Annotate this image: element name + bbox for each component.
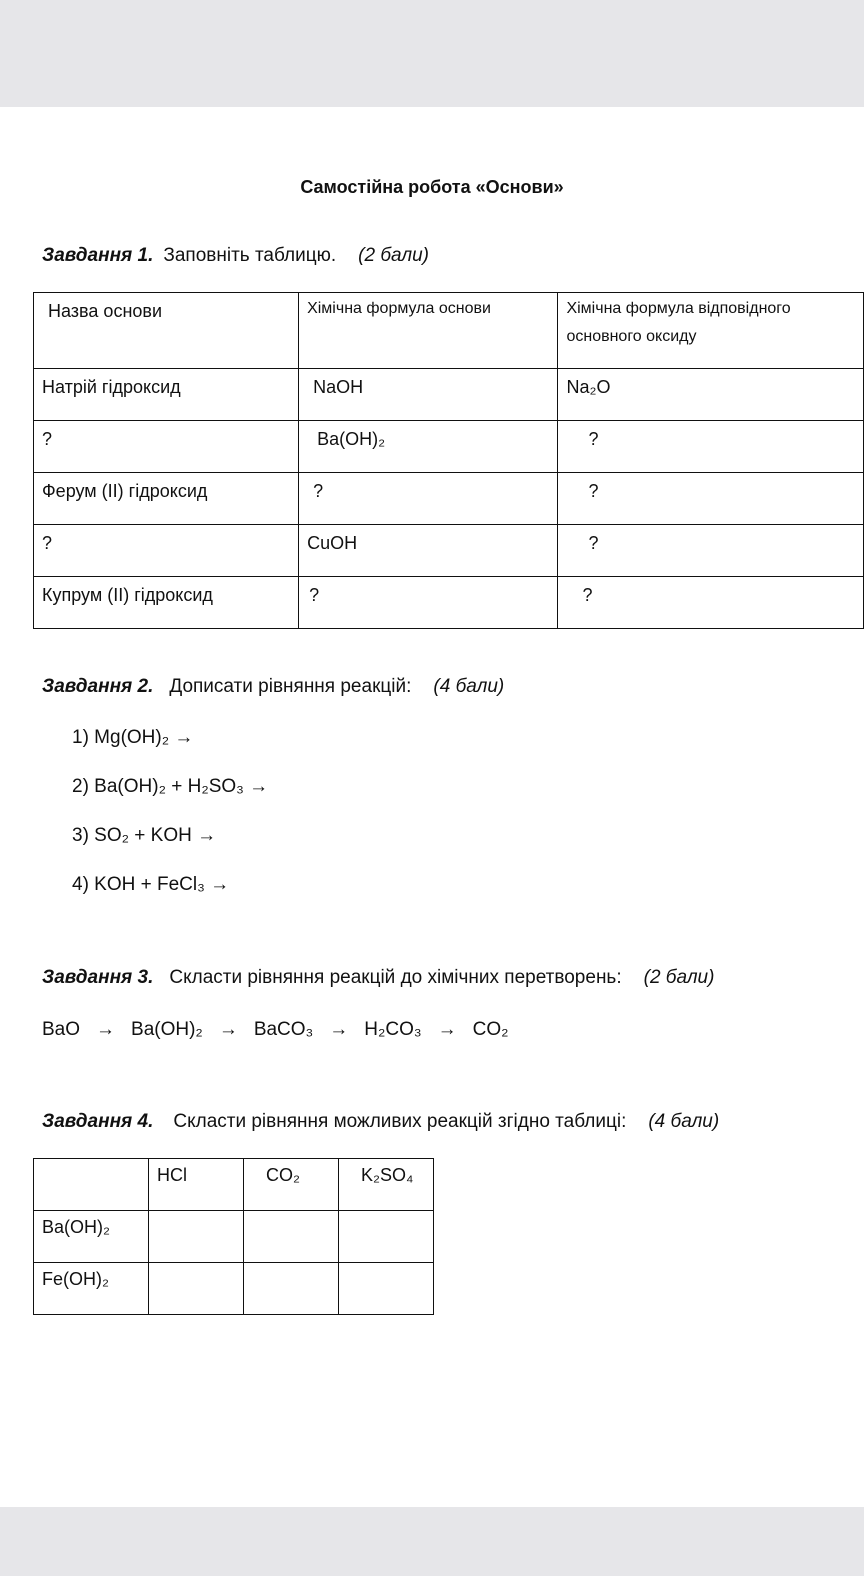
page-title: Самостійна робота «Основи» <box>300 177 564 197</box>
chain-compound: BaO <box>42 1019 81 1040</box>
table-row <box>34 473 864 525</box>
task1-points: (2 бали) <box>358 245 429 266</box>
row-header-cell: Fe(OH)₂ <box>34 1263 149 1315</box>
table-row <box>34 525 864 577</box>
arrow-icon: → <box>218 1019 238 1040</box>
table-cell: ? <box>558 421 864 473</box>
table-cell: ? <box>34 525 299 577</box>
table-row <box>34 421 864 473</box>
table-cell: ? <box>558 525 864 577</box>
task4-text: Скласти рівняння можливих реакцій згідно таблиці: <box>173 1111 627 1132</box>
task3-number: Завдання 3. <box>42 967 154 988</box>
task1-table <box>33 292 864 629</box>
table-row <box>34 1211 434 1263</box>
task3-heading <box>42 967 714 989</box>
equation-item: 2) Ba(OH)₂ + H₂SO₃ → <box>72 776 269 797</box>
table-cell: Натрій гідроксид <box>34 369 299 421</box>
header-cell <box>34 1159 149 1211</box>
header-cell: Хімічна формула відповідного основного оксиду <box>558 293 864 369</box>
table-cell: ? <box>299 577 558 629</box>
task2-number: Завдання 2. <box>42 676 154 697</box>
arrow-icon: → <box>96 1019 116 1040</box>
worksheet-page <box>0 107 864 1507</box>
table-cell: Na₂O <box>558 369 864 421</box>
row-header-cell: Ba(OH)₂ <box>34 1211 149 1263</box>
chain-compound: CO₂ <box>472 1019 509 1040</box>
task1-number: Завдання 1. <box>42 245 154 266</box>
equation-item: 1) Mg(OH)₂ → <box>72 727 194 748</box>
table-cell: Купрум (II) гідроксид <box>34 577 299 629</box>
task1-heading <box>42 245 429 267</box>
task2-points: (4 бали) <box>433 676 505 697</box>
bottom-bar <box>0 1507 864 1576</box>
task4-table <box>33 1158 434 1315</box>
chain-compound: H₂CO₃ <box>364 1019 422 1040</box>
table-cell: NaOH <box>299 369 558 421</box>
transformation-chain <box>42 1019 509 1041</box>
header-cell: CO₂ <box>244 1159 339 1211</box>
table-cell: CuOH <box>299 525 558 577</box>
task4-points: (4 бали) <box>648 1111 720 1132</box>
table-cell <box>149 1211 244 1263</box>
table-row <box>34 1263 434 1315</box>
table-header-row <box>34 293 864 369</box>
table-header-row <box>34 1159 434 1211</box>
table-cell <box>244 1211 339 1263</box>
table-cell: ? <box>299 473 558 525</box>
chain-compound: Ba(OH)₂ <box>131 1019 203 1040</box>
task3-text: Скласти рівняння реакцій до хімічних перетворень: <box>169 967 622 988</box>
header-cell: HCl <box>149 1159 244 1211</box>
table-cell <box>339 1263 434 1315</box>
table-cell: ? <box>34 421 299 473</box>
task4-heading <box>42 1111 719 1133</box>
equation-item: 3) SO₂ + KOH → <box>72 825 217 846</box>
task2-text: Дописати рівняння реакцій: <box>169 676 412 697</box>
table-row <box>34 577 864 629</box>
arrow-icon: → <box>329 1019 349 1040</box>
chain-compound: BaCO₃ <box>253 1019 314 1040</box>
table-cell <box>149 1263 244 1315</box>
arrow-icon: → <box>437 1019 457 1040</box>
task4-number: Завдання 4. <box>42 1111 154 1132</box>
header-cell: K₂SO₄ <box>339 1159 434 1211</box>
equation-item: 4) KOH + FeCl₃ → <box>72 874 230 895</box>
task2-heading <box>42 676 504 698</box>
table-row <box>34 369 864 421</box>
table-cell: Ферум (II) гідроксид <box>34 473 299 525</box>
table-cell: ? <box>558 473 864 525</box>
header-cell: Хімічна формула основи <box>299 293 558 369</box>
table-cell <box>244 1263 339 1315</box>
header-cell: Назва основи <box>34 293 299 369</box>
table-cell <box>339 1211 434 1263</box>
task3-points: (2 бали) <box>643 967 715 988</box>
task1-text: Заповніть таблицю. <box>163 245 337 266</box>
table-cell: ? <box>558 577 864 629</box>
table-cell: Ba(OH)₂ <box>299 421 558 473</box>
